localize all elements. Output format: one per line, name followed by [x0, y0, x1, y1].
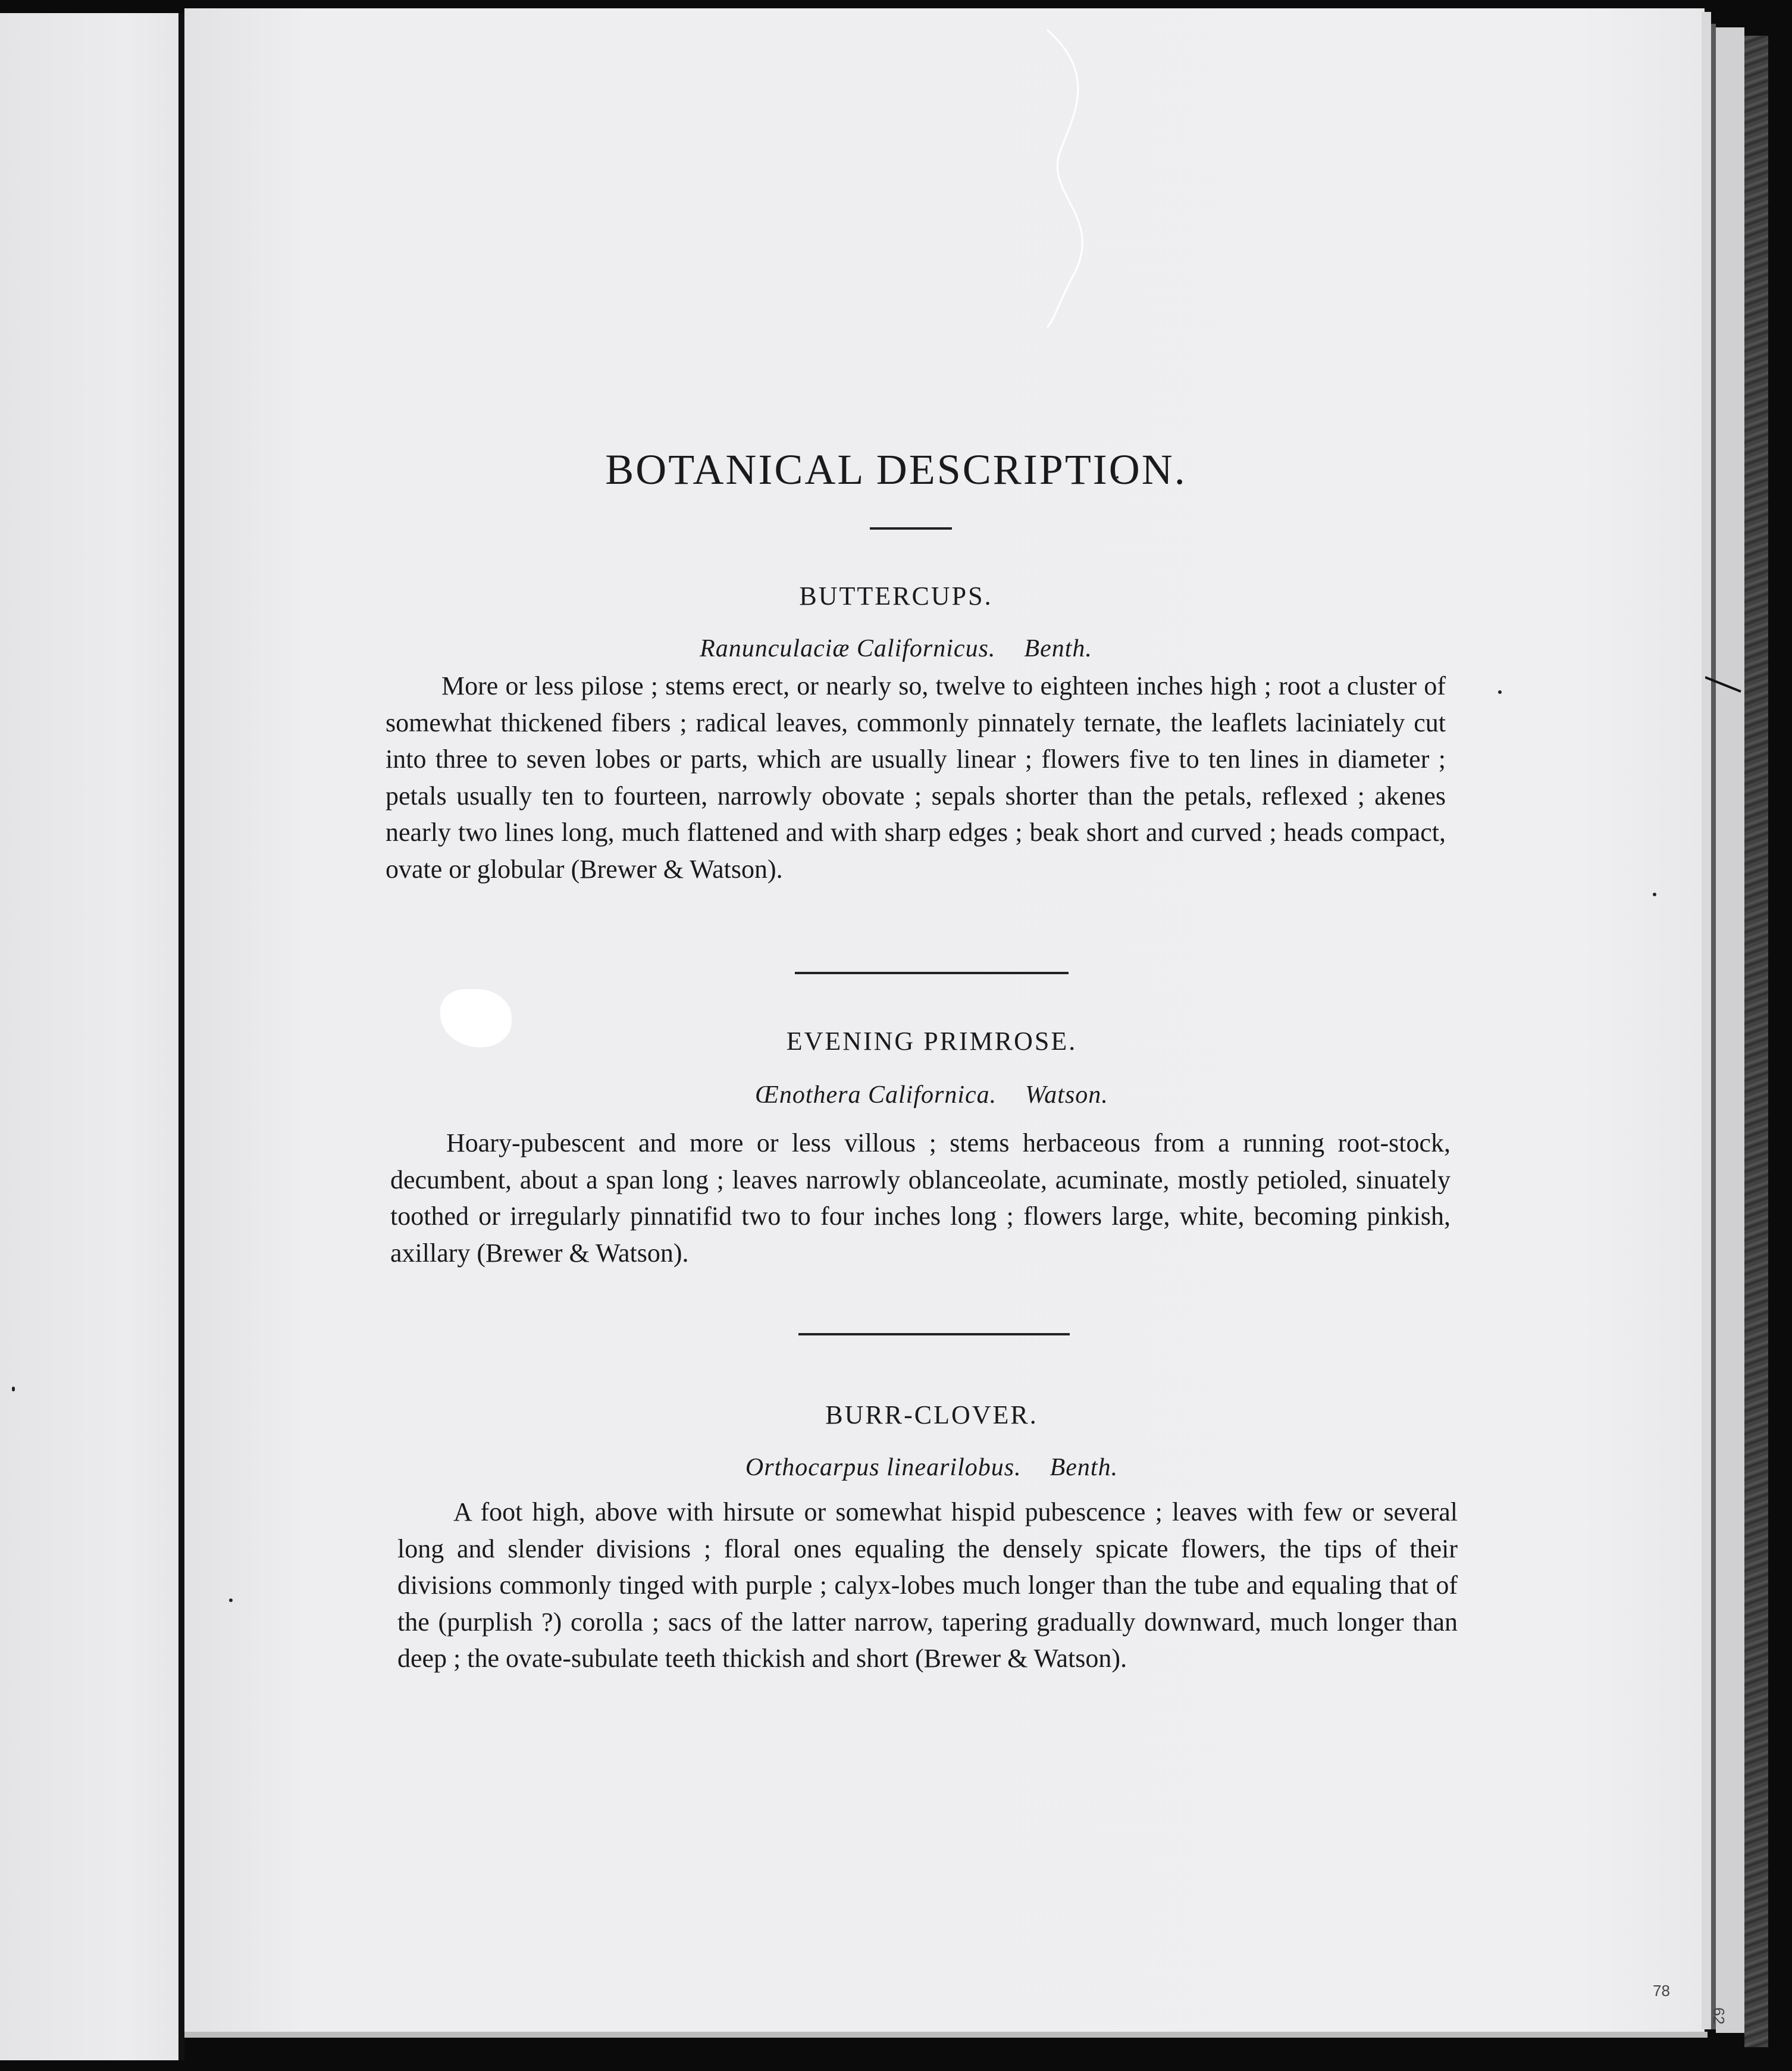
- latin-name-burr-clover: [36, 1453, 1792, 1482]
- latin-binomial: Orthocarpus linearilobus.: [745, 1454, 1022, 1481]
- margin-number: 78: [1653, 1982, 1670, 2000]
- latin-binomial: Ranunculaciæ Californicus.: [700, 635, 996, 662]
- page-fore-edge: [1702, 12, 1711, 2029]
- right-page: [184, 8, 1705, 2032]
- hair-mark: [1035, 24, 1119, 333]
- binding-tear-mark: [1705, 667, 1747, 702]
- latin-binomial: Œnothera Californica.: [755, 1081, 997, 1109]
- section-heading-burr-clover: BURR-CLOVER.: [825, 1400, 1038, 1429]
- page-title: BOTANICAL DESCRIPTION.: [605, 446, 1187, 494]
- description-evening-primrose: Hoary-pubescent and more or less villous ; stems herbaceous from a running root-stock, decumbent, about a span long ; leaves narrowly oblanceolate, acuminate, mostly petioled, sinuately toothed or irregularly pinnatifid two to four inches long ; flowers large, white, becoming pinkish, axillary (Brewer & Watson).: [390, 1128, 1450, 1268]
- latin-authority: Watson.: [1025, 1081, 1108, 1109]
- section-heading-evening-primrose: EVENING PRIMROSE.: [786, 1027, 1077, 1056]
- latin-authority: Benth.: [1049, 1454, 1119, 1481]
- section-heading-buttercups: BUTTERCUPS.: [799, 581, 993, 611]
- margin-number: 62: [1709, 2007, 1728, 2025]
- section-divider: [795, 972, 1069, 974]
- latin-name-evening-primrose: [36, 1081, 1792, 1109]
- latin-authority: Benth.: [1024, 635, 1092, 662]
- page-bottom-edge: [184, 2032, 1708, 2038]
- ink-speck: [229, 1598, 233, 1602]
- ink-speck: [1498, 690, 1502, 694]
- ink-speck: [12, 1387, 15, 1391]
- latin-name-buttercups: [0, 634, 1792, 663]
- description-buttercups: More or less pilose ; stems erect, or nearly so, twelve to eighteen inches high ; root a cluster of somewhat thickened fibers ; radical leaves, commonly pinnately ternate, the leaflets laciniately cut into three to seven lobes or parts, which are usually linear ; flowers five to ten lines in diameter ; petals usually ten to fourteen, narrowly obovate ; sepals shorter than the petals, reflexed ; akenes nearly two lines long, much flattened and with sharp edges ; beak short and curved ; heads compact, ovate or globular (Brewer & Watson).: [386, 671, 1446, 884]
- title-divider: [870, 527, 952, 530]
- section-divider: [798, 1333, 1070, 1335]
- ink-speck: [1653, 893, 1656, 896]
- description-burr-clover: A foot high, above with hirsute or somewhat hispid pubescence ; leaves with few or several long and slender divisions ; floral ones equaling the densely spicate flowers, the tips of their divisions commonly tinged with purple ; calyx-lobes much longer than the tube and equaling that of the (purplish ?) corolla ; sacs of the latter narrow, tapering gradually downward, much longer than deep ; the ovate-subulate teeth thickish and short (Brewer & Watson).: [397, 1497, 1458, 1673]
